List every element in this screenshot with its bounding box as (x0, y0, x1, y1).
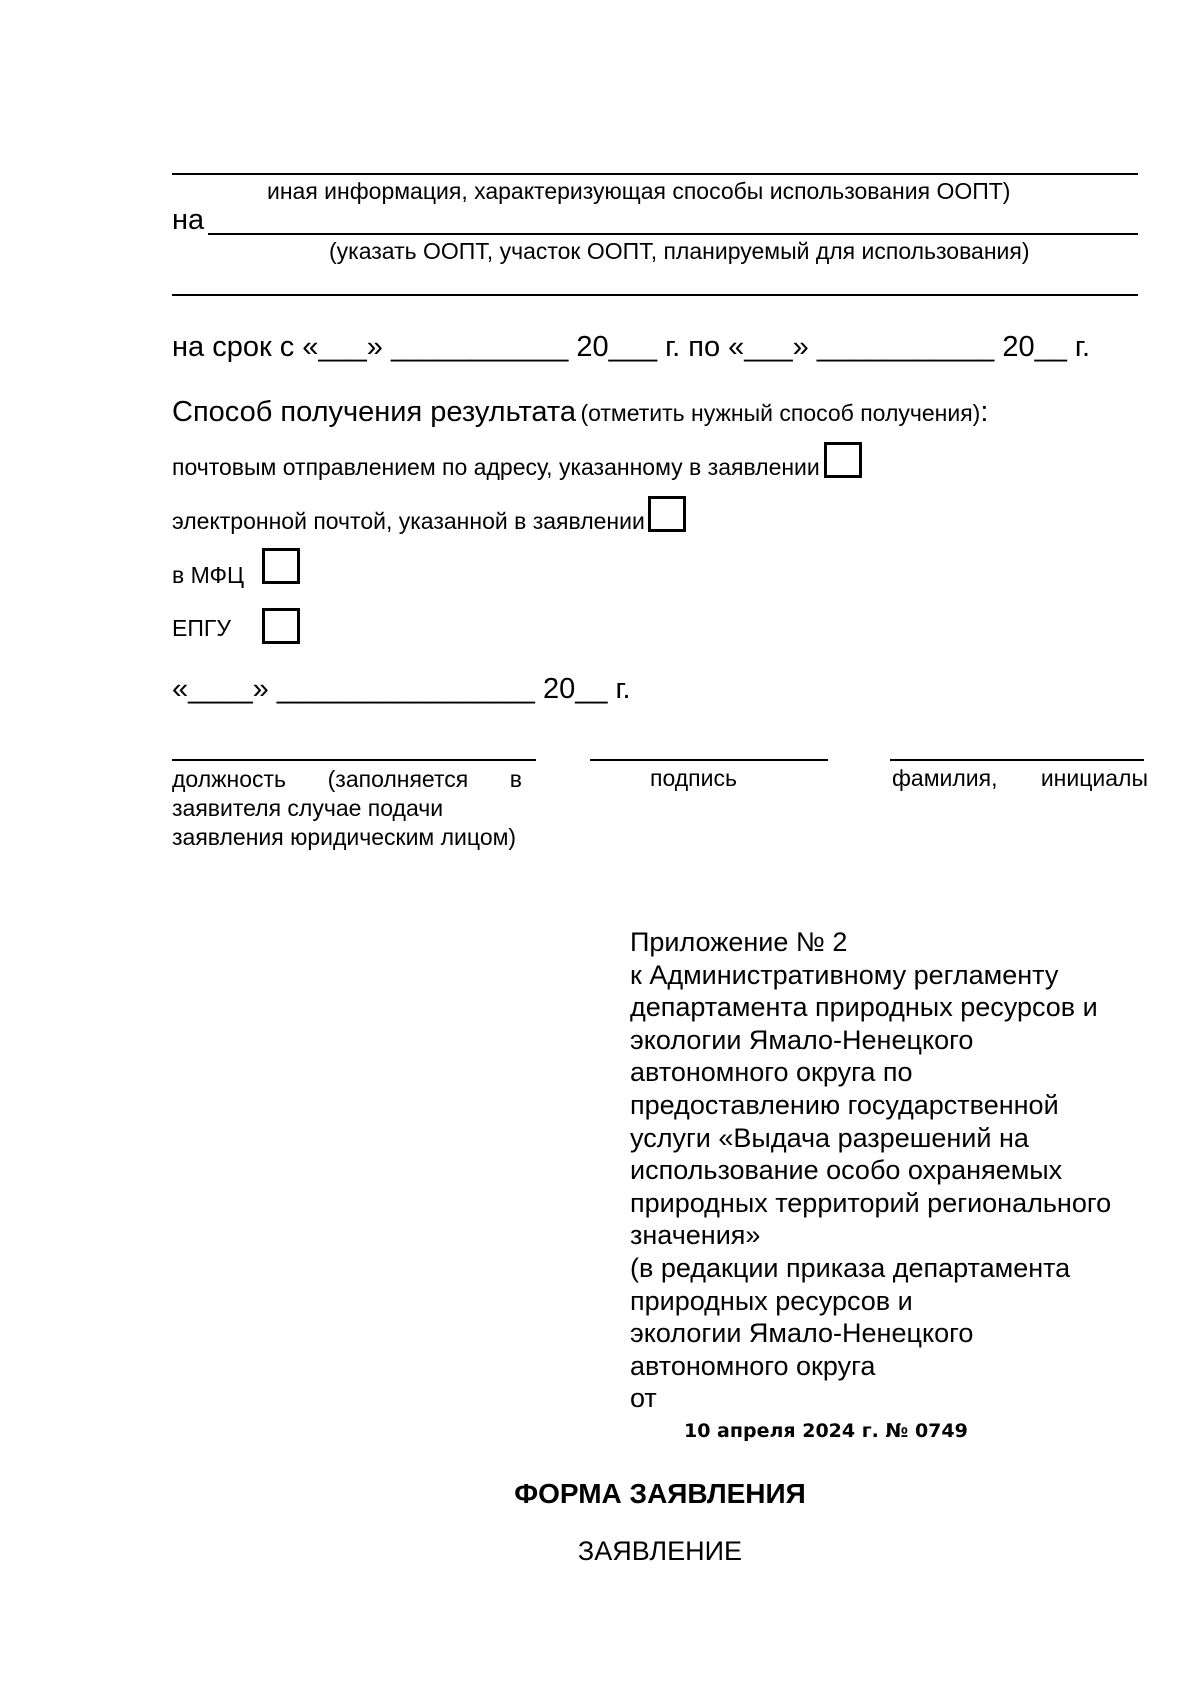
appendix-line: к Административному регламенту (630, 959, 1059, 990)
result-method-colon: : (980, 396, 989, 428)
appendix-line: автономного округа по (630, 1057, 913, 1088)
na-prefix: на (172, 204, 205, 236)
appendix-line: услуги «Выдача разрешений на (630, 1122, 1029, 1153)
oopt-caption: (указать ООПТ, участок ООПТ, планируемый для использования) (329, 238, 1030, 264)
appendix-line: (в редакции приказа департамента (630, 1252, 1071, 1283)
appendix-line: экологии Ямало-Ненецкого (630, 1318, 974, 1349)
option-label-email: электронной почтой, указанной в заявлении (172, 508, 645, 534)
blank-line-second[interactable] (172, 294, 1138, 296)
result-method-hint: (отметить нужный способ получения) (580, 400, 981, 426)
appendix-line: от (630, 1383, 657, 1414)
appendix-line: экологии Ямало-Ненецкого (630, 1024, 974, 1055)
option-label-post: почтовым отправлением по адресу, указанному в заявлении (172, 454, 820, 480)
name-label: фамилия, инициалы (892, 765, 1148, 791)
document-title: ЗАЯВЛЕНИЕ (577, 1536, 743, 1566)
checkbox-post[interactable] (824, 442, 862, 478)
appendix-block (630, 926, 1150, 1415)
appendix-line: значения» (630, 1220, 761, 1251)
appendix-line: предоставлению государственной (630, 1089, 1059, 1120)
order-stamp: 10 апреля 2024 г. № 0749 (684, 1420, 968, 1442)
checkbox-epgu[interactable] (262, 608, 300, 644)
position-label-line2: заявителя случае подачи (172, 795, 444, 821)
option-label-mfc: в МФЦ (172, 562, 245, 588)
appendix-line: департамента природных ресурсов и (630, 992, 1098, 1023)
appendix-line: использование особо охраняемых (630, 1155, 1063, 1186)
result-method-heading (172, 396, 988, 429)
checkbox-mfc[interactable] (262, 548, 300, 584)
position-label-line3: заявления юридическим лицом) (172, 824, 517, 850)
appendix-line: природных территорий регионального (630, 1187, 1112, 1218)
appendix-line: автономного округа (630, 1350, 876, 1381)
position-blank-line[interactable] (172, 759, 536, 761)
result-method-title: Способ получения результата (172, 396, 576, 428)
name-blank-line[interactable] (890, 759, 1144, 761)
signature-blank-line[interactable] (590, 759, 828, 761)
info-caption: иная информация, характеризующая способы использования ООПТ) (267, 178, 1011, 204)
appendix-line: Приложение № 2 (630, 927, 848, 957)
date-line: «____» ________________ 20__ г. (172, 673, 631, 705)
oopt-blank-line[interactable] (208, 233, 1138, 235)
position-label (172, 765, 522, 852)
appendix-line: природных ресурсов и (630, 1285, 913, 1316)
blank-line-top (172, 173, 1138, 175)
option-label-epgu: ЕПГУ (172, 615, 231, 641)
signature-label: подпись (650, 765, 737, 791)
position-label-line1: должность (заполняется в (172, 766, 522, 792)
term-line: на срок с «___» ___________ 20___ г. по «___» ___________ 20__ г. (172, 331, 1091, 363)
checkbox-email[interactable] (648, 496, 686, 532)
form-title: ФОРМА ЗАЯВЛЕНИЯ (514, 1478, 806, 1509)
